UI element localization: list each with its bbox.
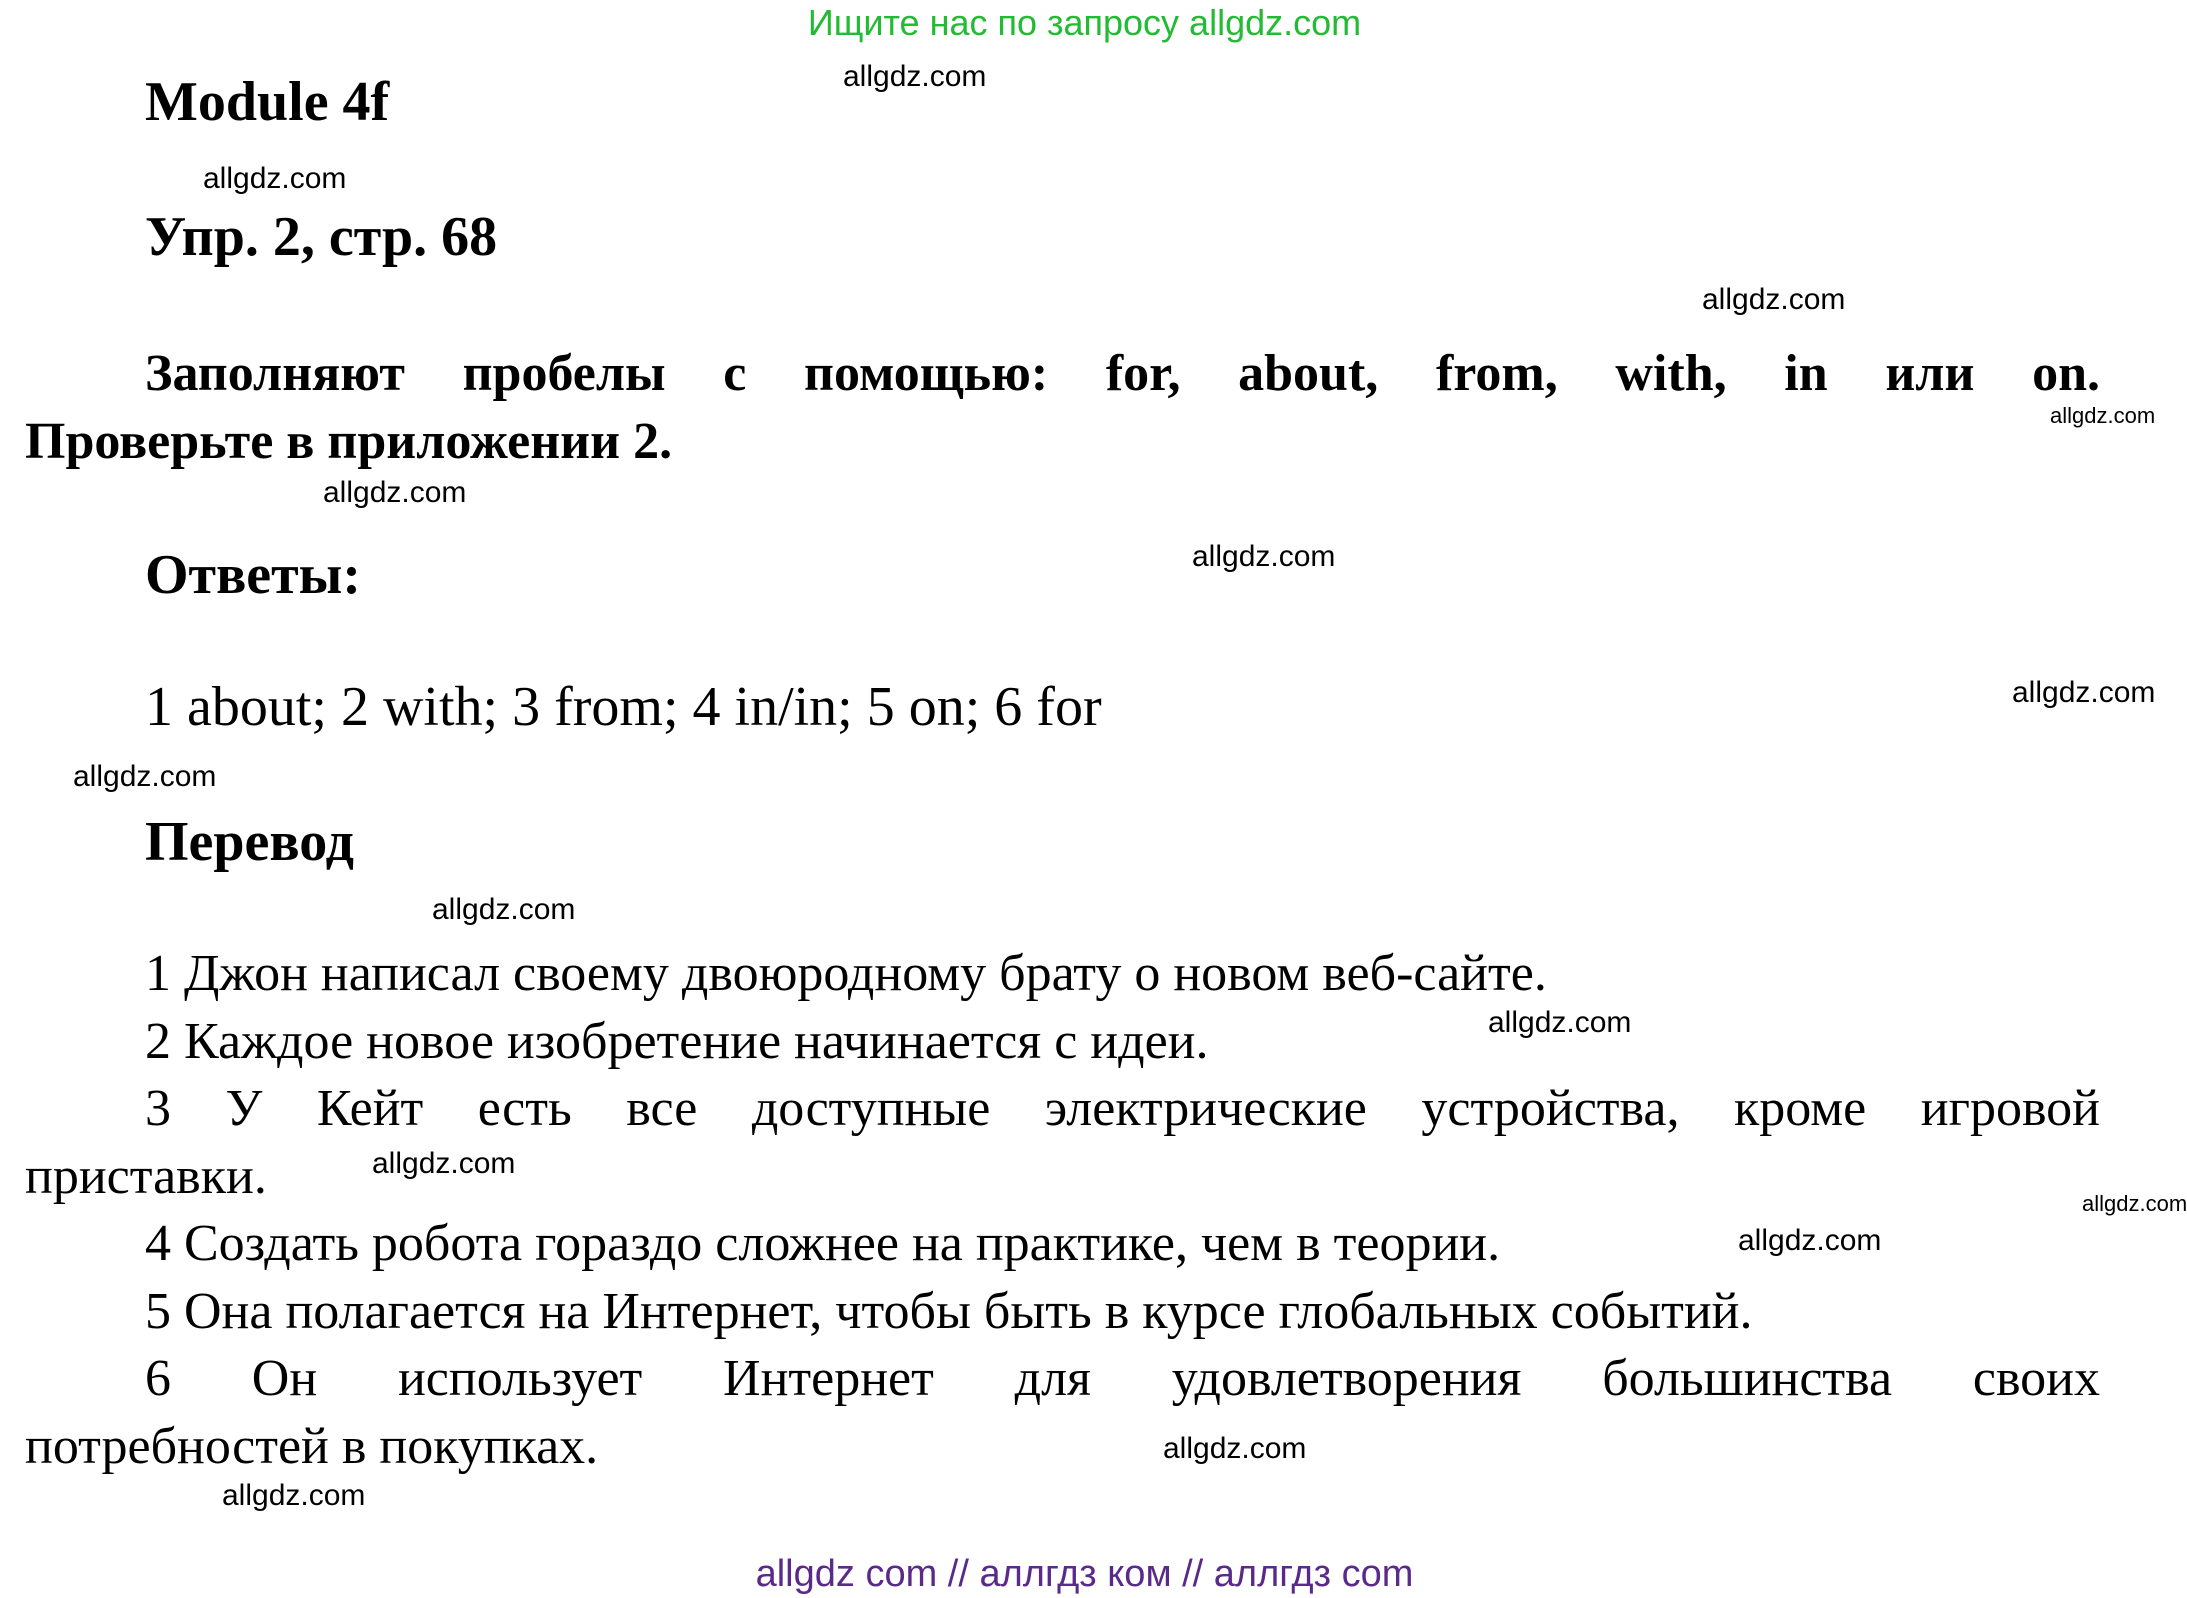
watermark: allgdz.com [73,760,217,793]
watermark: allgdz.com [1192,540,1336,573]
answers-heading: Ответы: [145,544,362,606]
watermark: allgdz.com [2012,676,2156,709]
watermark: allgdz.com [1163,1432,1307,1465]
watermark: allgdz.com [843,60,987,93]
watermark: allgdz.com [2050,403,2156,428]
watermark: allgdz.com [432,893,576,926]
translation-sentence-1: 1 Джон написал своему двоюродному брату о новом веб-сайте. [145,945,1547,1002]
exercise-reference: Упр. 2, стр. 68 [145,206,498,268]
task-line-2: Проверьте в приложении 2. [25,413,673,470]
translation-sentence-3-cont: приставки. [25,1147,267,1205]
translation-sentence-4: 4 Создать робота гораздо сложнее на практике, чем в теории. [145,1215,1501,1272]
watermark: allgdz.com [1738,1224,1882,1257]
task-instruction [25,340,2100,476]
watermark: allgdz.com [372,1147,516,1180]
header-banner: Ищите нас по запросу allgdz.com [807,2,1362,43]
answers-line: 1 about; 2 with; 3 from; 4 in/in; 5 on; 6 for [145,676,1102,738]
translation-sentence-6-cont: потребностей в покупках. [25,1417,599,1475]
module-title: Module 4f [145,71,390,133]
translation-block [25,940,2100,1480]
translation-sentence-5: 5 Она полагается на Интернет, чтобы быть в курсе глобальных событий. [145,1282,1753,1340]
translation-heading: Перевод [145,811,354,873]
watermark: allgdz.com [2082,1191,2187,1216]
watermark: allgdz.com [1488,1006,1632,1039]
watermark: allgdz.com [1702,283,1846,316]
task-line-1: Заполняют пробелы с помощью: for, about, from, with, in или on. [145,345,2100,402]
translation-sentence-3: 3 У Кейт есть все доступные электрические устройства, кроме игровой [145,1080,2100,1137]
watermark: allgdz.com [222,1479,366,1512]
watermark: allgdz.com [203,162,347,195]
watermark: allgdz.com [323,476,467,509]
footer-banner: allgdz com // аллгдз ком // аллгдз com [755,1553,1414,1595]
translation-sentence-2: 2 Каждое новое изобретение начинается с идеи. [145,1012,1209,1070]
translation-sentence-6: 6 Он использует Интернет для удовлетворения большинства своих [145,1350,2100,1407]
